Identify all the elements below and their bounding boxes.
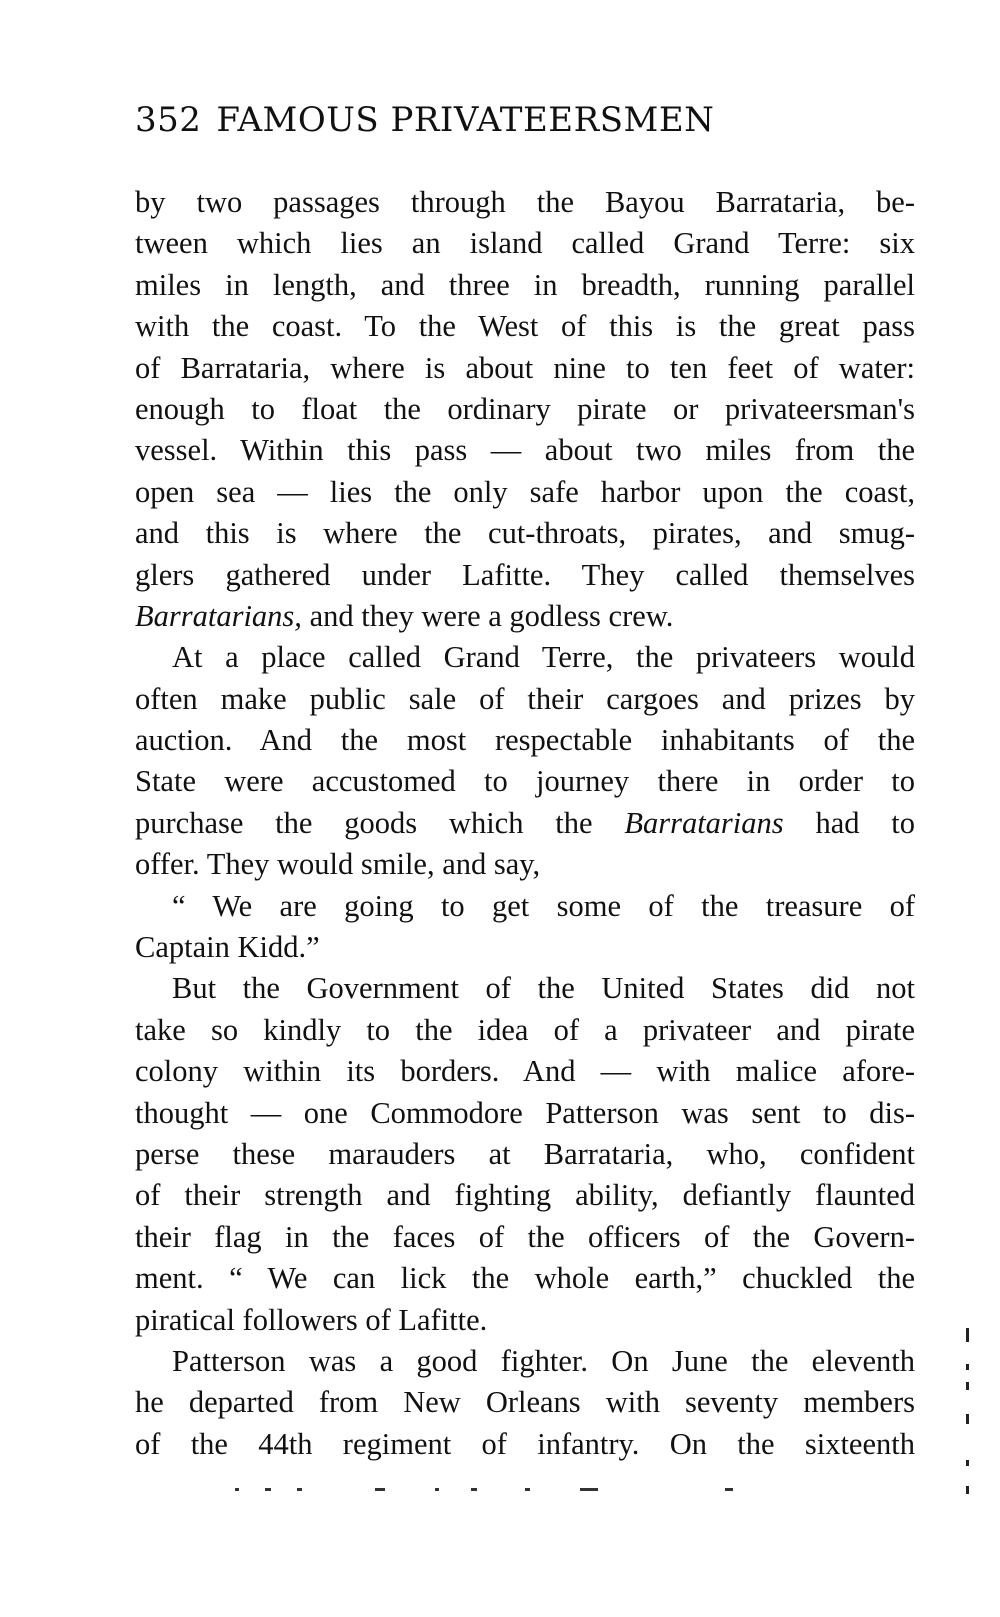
text-line: their flag in the faces of the officers of the Govern- [135,1219,915,1254]
paragraph [135,1341,915,1465]
text-line [135,803,915,844]
text-line: enough to float the ordinary pirate or privateersman's [135,391,915,426]
text-line: miles in length, and three in breadth, running parallel [135,267,915,302]
text-line: thought — one Commodore Patterson was sent to dis- [135,1095,915,1130]
paragraph [135,886,915,969]
text-line: Patterson was a good fighter. On June the eleventh [172,1343,915,1378]
scan-mark [966,1328,969,1342]
scan-mark [725,1488,733,1491]
scan-mark [265,1488,271,1491]
scan-mark [966,1382,969,1390]
text-line: of their strength and fighting ability, defiantly flaunted [135,1178,915,1213]
text-line: vessel. Within this pass — about two miles from the [135,433,915,468]
text-line: offer. They would smile, and say, [135,847,541,882]
paragraph [135,182,915,637]
text-run: and they were a godless crew. [301,598,674,633]
text-line: tween which lies an island called Grand Terre: six [135,226,915,261]
scan-mark [580,1488,598,1491]
paragraph [135,968,915,1341]
scan-mark [297,1488,302,1491]
text-line: often make public sale of their cargoes and prizes by [135,681,915,716]
text-line: ment. “ We can lick the whole earth,” chuckled the [135,1261,915,1296]
page-number: 352 [135,100,202,140]
text-line: colony within its borders. And — with malice afore- [135,1054,915,1089]
clipped-line-fragment [235,1488,755,1494]
text-line: take so kindly to the idea of a privateer and pirate [135,1012,915,1047]
scan-mark [235,1488,239,1491]
text-line: State were accustomed to journey there in order to [135,764,915,799]
text-line: and this is where the cut-throats, pirates, and smug- [135,516,915,551]
scan-mark [966,1486,969,1494]
text-run: had to [783,805,916,840]
text-line: But the Government of the United States did not [172,971,915,1006]
text-line: open sea — lies the only safe harbor upon the coast, [135,474,915,509]
scan-mark [966,1460,969,1466]
scan-mark [375,1488,385,1491]
paragraph [135,637,915,885]
text-line: perse these marauders at Barrataria, who, confident [135,1136,915,1171]
running-header [135,100,935,140]
scan-mark [471,1488,477,1491]
text-line: by two passages through the Bayou Barrataria, be- [135,185,915,219]
text-line: of Barrataria, where is about nine to ten feet of water: [135,350,915,385]
text-line: piratical followers of Lafitte. [135,1302,488,1337]
text-line: with the coast. To the West of this is the great pass [135,309,915,344]
scan-mark [435,1488,439,1491]
text-line: glers gathered under Lafitte. They called themselves [135,557,915,592]
running-title: FAMOUS PRIVATEERSMEN [216,100,715,140]
text-run: purchase the goods which the [135,805,625,840]
text-line: At a place called Grand Terre, the privateers would [172,640,915,675]
scan-mark [966,1414,969,1424]
scan-edge-marks [958,1320,978,1520]
text-line [135,596,915,637]
scan-mark [525,1488,530,1491]
text-line: he departed from New Orleans with seventy members [135,1385,915,1420]
text-line: Captain Kidd.” [135,930,320,965]
body-text [135,182,915,1465]
italic-term: Barratarians [624,805,784,840]
italic-term: Barratarians, [135,598,302,633]
text-line: “ We are going to get some of the treasure of [172,888,915,923]
text-line: auction. And the most respectable inhabitants of the [135,723,915,758]
scan-mark [966,1364,969,1370]
text-line: of the 44th regiment of infantry. On the sixteenth [135,1426,915,1461]
